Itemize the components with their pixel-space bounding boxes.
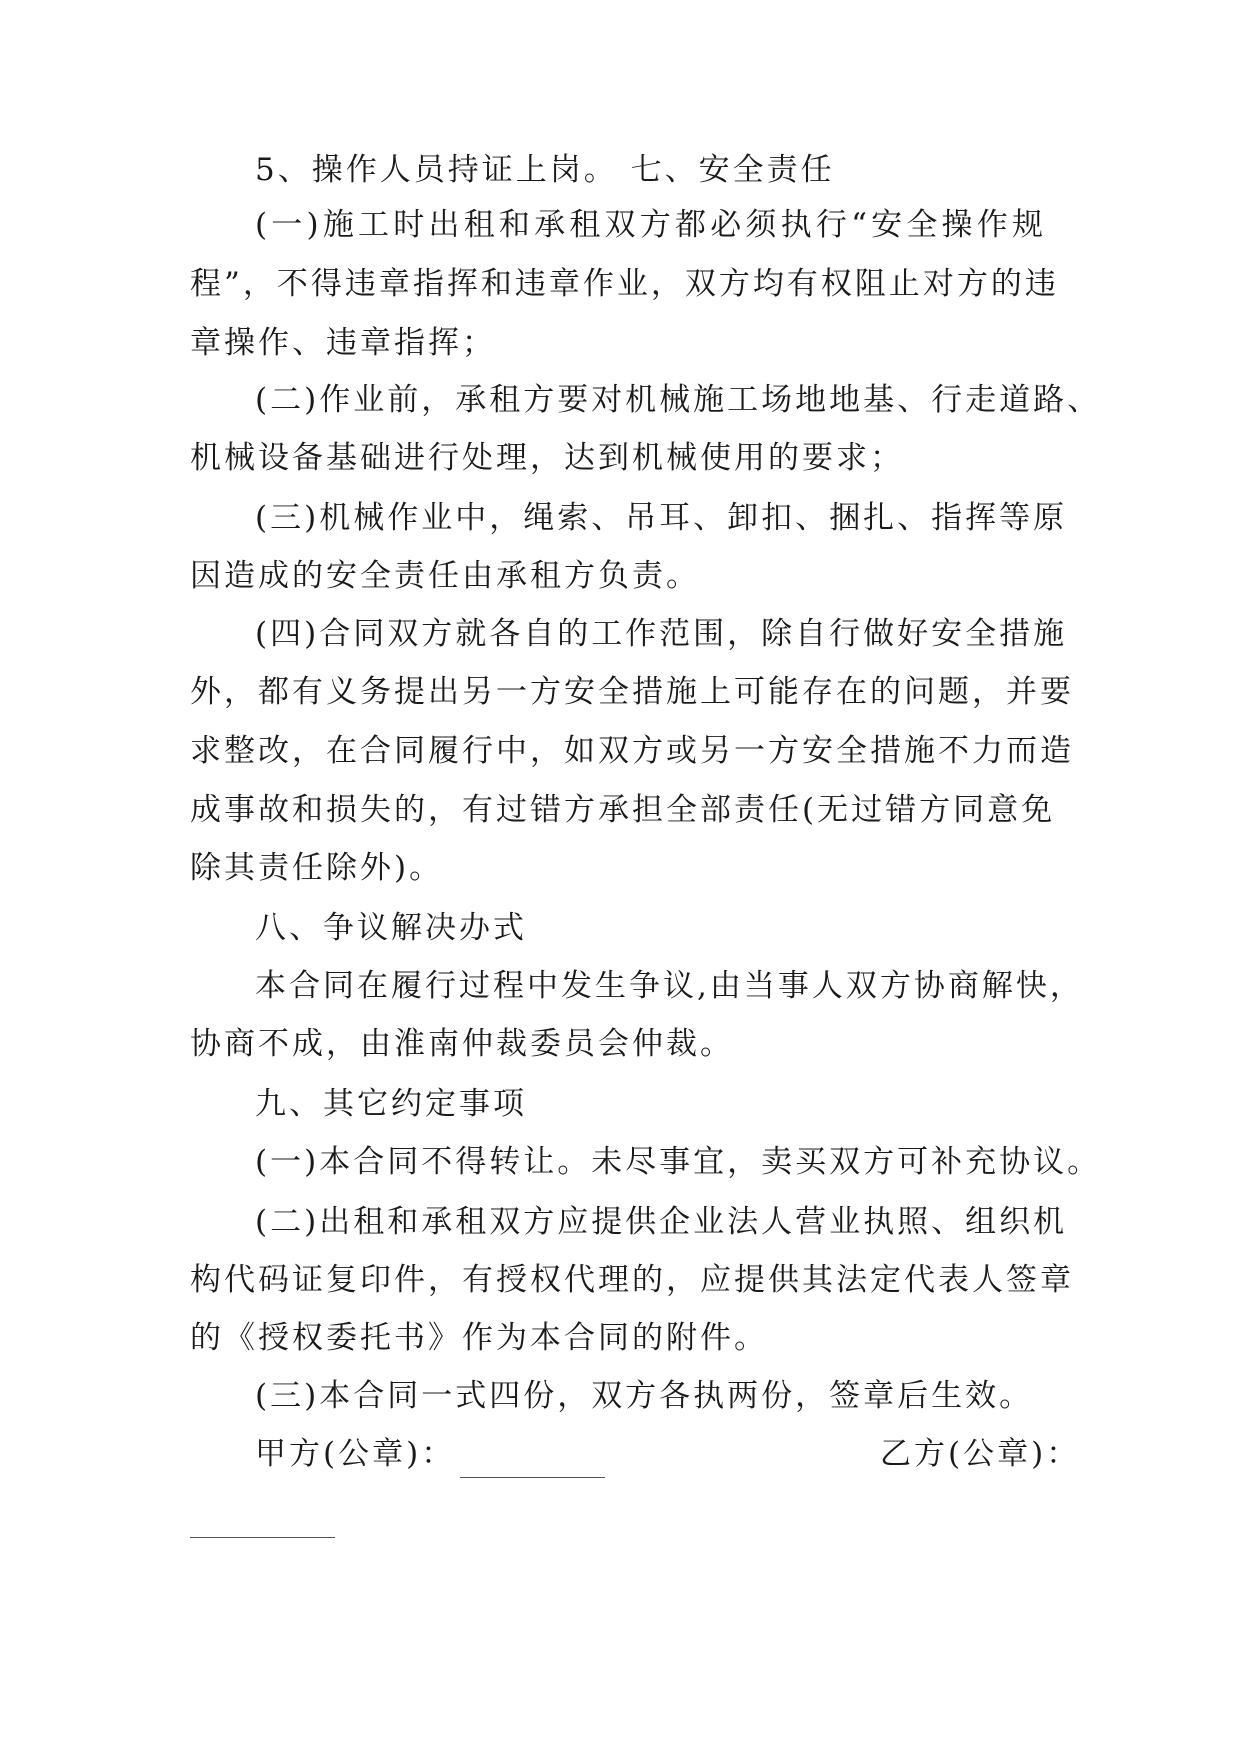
paragraph-line: (四)合同双方就各自的工作范围，除自行做好安全措施 xyxy=(255,616,1068,652)
section-heading: 八、争议解决办式 xyxy=(255,910,527,946)
paragraph-line: 外，都有义务提出另一方安全措施上可能存在的问题，并要 xyxy=(190,674,1074,710)
paragraph-line: 本合同在履行过程中发生争议,由当事人双方协商解快， xyxy=(255,968,1084,1004)
party-a-label: 甲方(公章)： xyxy=(255,1436,456,1472)
party-b-signature-blank xyxy=(190,1537,335,1538)
paragraph-line: (三)本合同一式四份，双方各执两份，签章后生效。 xyxy=(255,1378,1034,1414)
paragraph-line: (二)作业前，承租方要对机械施工场地地基、行走道路、 xyxy=(255,382,1102,418)
paragraph-line: 构代码证复印件，有授权代理的，应提供其法定代表人签章 xyxy=(190,1262,1074,1298)
paragraph-line: 的《授权委托书》作为本合同的附件。 xyxy=(190,1320,768,1356)
paragraph-line: (一)施工时出租和承租双方都必须执行“安全操作规 xyxy=(255,207,1046,243)
paragraph-line: 5、操作人员持证上岗。 七、安全责任 xyxy=(255,152,835,188)
paragraph-line: 求整改，在合同履行中，如双方或另一方安全措施不力而造 xyxy=(190,733,1074,769)
paragraph-line: (二)出租和承租双方应提供企业法人营业执照、组织机 xyxy=(255,1204,1068,1240)
paragraph-line: 程”，不得违章指挥和违章作业，双方均有权阻止对方的违 xyxy=(190,266,1059,302)
paragraph-line: (三)机械作业中，绳索、吊耳、卸扣、捆扎、指挥等原 xyxy=(255,500,1068,536)
party-b-label: 乙方(公章)： xyxy=(880,1436,1081,1472)
paragraph-line: 因造成的安全责任由承租方负责。 xyxy=(190,558,700,594)
paragraph-line: 除其责任除外)。 xyxy=(190,850,444,886)
party-a-signature-blank xyxy=(460,1477,605,1478)
paragraph-line: 成事故和损失的，有过错方承担全部责任(无过错方同意免 xyxy=(190,792,1056,828)
paragraph-line: 协商不成，由淮南仲裁委员会仲裁。 xyxy=(190,1026,734,1062)
section-heading: 九、其它约定事项 xyxy=(255,1086,527,1122)
paragraph-line: (一)本合同不得转让。未尽事宜，卖买双方可补充协议。 xyxy=(255,1144,1102,1180)
paragraph-line: 章操作、违章指挥； xyxy=(190,325,496,361)
paragraph-line: 机械设备基础进行处理，达到机械使用的要求； xyxy=(190,440,904,476)
